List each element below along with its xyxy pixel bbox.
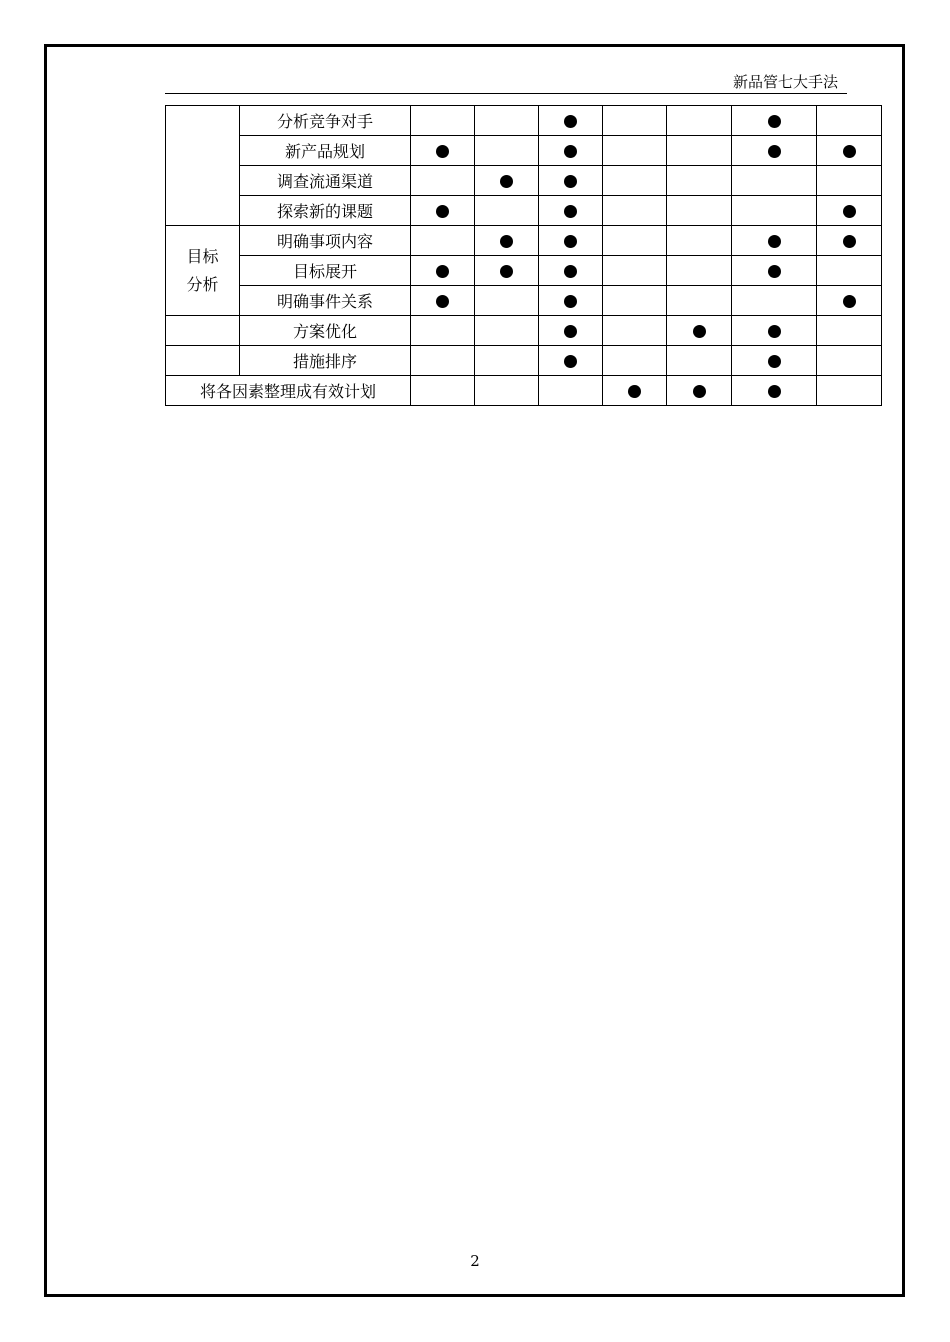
mark-cell	[475, 106, 539, 136]
mark-cell	[475, 256, 539, 286]
table-row	[166, 376, 882, 406]
row-label: 明确事项内容	[240, 226, 411, 256]
mark-cell	[817, 286, 882, 316]
mark-cell	[539, 226, 603, 256]
filled-dot-mark	[843, 205, 856, 218]
filled-dot-mark	[436, 145, 449, 158]
mark-cell	[732, 136, 817, 166]
mark-cell	[667, 166, 732, 196]
method-matrix-table	[165, 105, 882, 406]
mark-cell	[539, 256, 603, 286]
filled-dot-mark	[436, 265, 449, 278]
filled-dot-mark	[564, 205, 577, 218]
mark-cell	[667, 106, 732, 136]
mark-cell	[667, 196, 732, 226]
mark-cell	[603, 136, 667, 166]
filled-dot-mark	[436, 205, 449, 218]
mark-cell	[817, 316, 882, 346]
group-label-target-analysis	[166, 226, 240, 316]
filled-dot-mark	[768, 265, 781, 278]
mark-cell	[817, 226, 882, 256]
mark-cell	[732, 196, 817, 226]
mark-cell	[817, 106, 882, 136]
mark-cell	[411, 256, 475, 286]
row-label: 方案优化	[240, 316, 411, 346]
filled-dot-mark	[564, 295, 577, 308]
mark-cell	[411, 166, 475, 196]
filled-dot-mark	[693, 385, 706, 398]
filled-dot-mark	[843, 235, 856, 248]
mark-cell	[539, 286, 603, 316]
row-label: 探索新的课题	[240, 196, 411, 226]
filled-dot-mark	[768, 355, 781, 368]
filled-dot-mark	[768, 115, 781, 128]
filled-dot-mark	[564, 145, 577, 158]
filled-dot-mark	[500, 265, 513, 278]
mark-cell	[411, 316, 475, 346]
mark-cell	[667, 226, 732, 256]
mark-cell	[667, 346, 732, 376]
mark-cell	[817, 256, 882, 286]
table-row	[166, 316, 882, 346]
mark-cell	[603, 376, 667, 406]
mark-cell	[817, 136, 882, 166]
mark-cell	[732, 316, 817, 346]
row-label: 明确事件关系	[240, 286, 411, 316]
filled-dot-mark	[500, 235, 513, 248]
mark-cell	[411, 286, 475, 316]
filled-dot-mark	[768, 325, 781, 338]
group-label-line: 分析	[186, 274, 219, 294]
mark-cell	[411, 226, 475, 256]
page-number: 2	[470, 1252, 480, 1270]
row-label: 将各因素整理成有效计划	[166, 376, 411, 406]
mark-cell	[817, 376, 882, 406]
mark-cell	[475, 196, 539, 226]
mark-cell	[603, 346, 667, 376]
header-rule	[165, 93, 847, 94]
mark-cell	[667, 376, 732, 406]
mark-cell	[475, 166, 539, 196]
mark-cell	[732, 256, 817, 286]
filled-dot-mark	[693, 325, 706, 338]
mark-cell	[667, 256, 732, 286]
mark-cell	[475, 346, 539, 376]
filled-dot-mark	[564, 265, 577, 278]
table-row	[166, 286, 882, 316]
table-row	[166, 346, 882, 376]
mark-cell	[603, 316, 667, 346]
table-row	[166, 136, 882, 166]
filled-dot-mark	[564, 175, 577, 188]
header-title: 新品管七大手法	[733, 73, 839, 91]
group-cell-empty	[166, 106, 240, 226]
table-row	[166, 106, 882, 136]
mark-cell	[539, 106, 603, 136]
mark-cell	[667, 316, 732, 346]
mark-cell	[817, 346, 882, 376]
mark-cell	[603, 256, 667, 286]
mark-cell	[539, 346, 603, 376]
mark-cell	[732, 346, 817, 376]
mark-cell	[603, 166, 667, 196]
mark-cell	[732, 226, 817, 256]
mark-cell	[411, 196, 475, 226]
mark-cell	[539, 196, 603, 226]
filled-dot-mark	[628, 385, 641, 398]
mark-cell	[411, 376, 475, 406]
table-row	[166, 226, 882, 256]
filled-dot-mark	[768, 145, 781, 158]
group-cell-empty	[166, 316, 240, 346]
mark-cell	[411, 106, 475, 136]
mark-cell	[411, 136, 475, 166]
mark-cell	[603, 226, 667, 256]
row-label: 措施排序	[240, 346, 411, 376]
row-label: 目标展开	[240, 256, 411, 286]
table-row	[166, 196, 882, 226]
row-label: 分析竞争对手	[240, 106, 411, 136]
mark-cell	[817, 196, 882, 226]
mark-cell	[539, 376, 603, 406]
filled-dot-mark	[500, 175, 513, 188]
mark-cell	[539, 166, 603, 196]
group-label-line: 目标	[186, 246, 219, 266]
mark-cell	[603, 196, 667, 226]
table-row	[166, 256, 882, 286]
filled-dot-mark	[564, 325, 577, 338]
filled-dot-mark	[436, 295, 449, 308]
mark-cell	[475, 286, 539, 316]
mark-cell	[411, 346, 475, 376]
group-cell-empty	[166, 346, 240, 376]
mark-cell	[603, 106, 667, 136]
filled-dot-mark	[564, 355, 577, 368]
filled-dot-mark	[843, 145, 856, 158]
filled-dot-mark	[768, 385, 781, 398]
filled-dot-mark	[564, 235, 577, 248]
mark-cell	[539, 316, 603, 346]
mark-cell	[603, 286, 667, 316]
mark-cell	[539, 136, 603, 166]
mark-cell	[817, 166, 882, 196]
filled-dot-mark	[768, 235, 781, 248]
row-label: 调查流通渠道	[240, 166, 411, 196]
mark-cell	[475, 226, 539, 256]
mark-cell	[732, 376, 817, 406]
mark-cell	[667, 286, 732, 316]
filled-dot-mark	[843, 295, 856, 308]
mark-cell	[475, 376, 539, 406]
mark-cell	[732, 106, 817, 136]
mark-cell	[475, 316, 539, 346]
mark-cell	[475, 136, 539, 166]
filled-dot-mark	[564, 115, 577, 128]
mark-cell	[732, 166, 817, 196]
table-row	[166, 166, 882, 196]
mark-cell	[732, 286, 817, 316]
row-label: 新产品规划	[240, 136, 411, 166]
mark-cell	[667, 136, 732, 166]
